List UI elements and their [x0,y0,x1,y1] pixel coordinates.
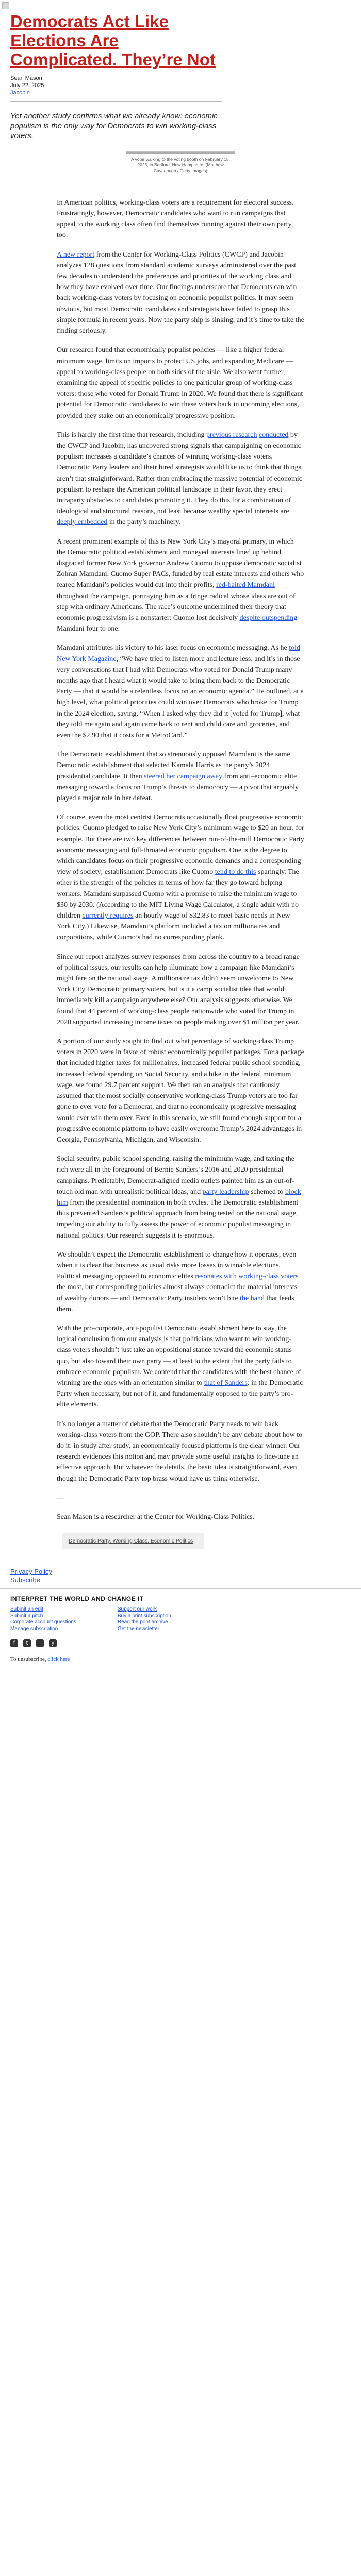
unsubscribe-line: To unsubscribe, click here [10,1656,70,1663]
inline-link[interactable]: resonates with working-class voters [195,1273,299,1281]
footer-link[interactable]: Manage subscription [10,1625,58,1632]
paragraph: Social security, public school spending, raising the minimum wage, and taxing the rich were all in the foreground of Bernie Sanders’s 2016 and 2020 presidential campaigns. Predictably, Democrat-aligned media outlets painted him as an out-of-touch old man with unrealistic political ideas, and party leadership schemed to block him from the presidential nomination in both cycles. The Democratic establishment thus prevented Sanders’s political approach from being tested on the national stage, impeding our ability to fully assess the power of economic populist messaging in national politics. Our research suggests it is enormous. [57,1155,301,1240]
masthead [0,0,361,9]
article-body [57,197,304,1522]
paragraph: Of course, even the most centrist Democrats occasionally float progressive economic policies. Cuomo pledged to raise New York City’s minimum wage to $20 an hour, for example. But there are two key differences between run-of-the-mill Democratic Party economic messaging and full-throated economic populism. One is the degree to which candidates focus on their progressive economic demands and a corresponding view of society; establishment Democrats like Cuomo tend to do this sparingly. The other is the strength of the policies in terms of how far they go toward helping workers. Mamdani surpassed Cuomo with a promise to raise the minimum wage to $30 by 2030. (According to the MIT Living Wage Calculator, a single adult with no children currently requires an hourly wage of $32.83 to meet basic needs in New York City.) Likewise, Mamdani’s platform included a tax on millionaires and corporations, while Cuomo’s had no corresponding plank. [57,814,304,942]
section-link[interactable]: Jacobin [10,89,30,96]
inline-link[interactable]: deeply embedded [57,518,108,527]
facebook-icon[interactable]: f [10,1639,18,1647]
paragraph: The Democratic establishment that so strenuously opposed Mamdani is the same Democratic establishment that selected Kamala Harris as the party’s 2024 presidential candidate. It then steered her campaign away from anti–economic elite messaging toward a focus on Trump’s threats to democracy — a pivot that arguably played a major role in her defeat. [57,751,299,803]
footer-link[interactable]: Read the print archive [117,1619,168,1625]
logo-icon[interactable] [2,2,9,9]
paragraph: With the pro-corporate, anti-populist Democratic establishment here to stay, the logical conclusion from our analysis is that politicians who want to win working-class voters shouldn’t just take an oppositional stance toward the economic status quo, but also toward their own party — at least to the extent that the party fails to embrace economic populism. We contend that the candidates with the best chance of winning are the ones with an orientation similar to that of Sanders: in the Democratic Party when necessary, but not of it, and fundamentally opposed to the party’s pro-elite elements. [57,1324,303,1409]
paragraph: Mamdani attributes his victory to his laser focus on economic messaging. As he told New York Magazine, “We have tried to listen more and lecture less, and it’s in those very conversations that I had with Democrats who voted for Donald Trump many months ago that I heard what it would take to bring them back to the Democratic Party — that it would be a relentless focus on an economic agenda.” He outlined, at a high level, what political priorities could win over Democrats who broke for Trump in the 2024 election, saying, “When I asked why they did it [voted for Trump], what they told me again and again came back to rent and child care and groceries, and even the $2.90 that it costs for a MetroCard.” [57,644,304,739]
inline-link[interactable]: block him [57,1188,301,1207]
inline-link[interactable]: red-baited Mamdani [216,581,275,589]
inline-link[interactable]: tend to do this [215,868,256,876]
instagram-icon[interactable]: i [36,1639,44,1647]
footer-link[interactable]: Get the newsletter [117,1625,160,1632]
hero-image [126,151,235,154]
author-bio: Sean Mason is a researcher at the Center for Working-Class Politics. [57,1513,255,1521]
unsubscribe-link[interactable]: click here [47,1656,70,1663]
paragraph: We shouldn’t expect the Democratic establishment to change how it operates, even when it is clear that business as usual risks more losses in winnable elections. Political messaging opposed to economic elites resonates with working-class voters the most, but corresponding policies almost always contradict the material interests of wealthy donors — and Democratic Party insiders won’t bite the hand that feeds them. [57,1250,299,1313]
paragraph: This is hardly the first time that research, including previous research conducted by the CWCP and Jacobin, has uncovered strong signals that campaigning on economic populism increases a candidate’s chances of winning working-class voters. Democratic Party leaders and their hired strategists would like us to think that things aren’t that straightforward. Rather than embracing the massive potential of economic populism to reshape the American political landscape in their favor, they erect intraparty obstacles to candidates promoting it. They do this for a combination of ideological and structural reasons, not least because wealthy special interests are deeply embedded in the party’s machinery. [57,431,302,527]
tags-box[interactable] [62,1533,204,1549]
paragraph: A new report from the Center for Working-Class Politics (CWCP) and Jacobin analyzes 128 questions from standard academic surveys administered over the past few decades to understand the preferences and priorities of the working class and how they have evolved over time. Our findings underscore that Democrats can win back working-class voters by focusing on economic populist politics. It may seem obvious, but most Democratic candidates and strategists have failed to grasp this simple formula in recent years. Now the party ship is sinking, and it’s time to take the finding seriously. [57,250,304,335]
inline-link[interactable]: steered her campaign away [144,772,223,781]
inline-link[interactable]: that of Sanders [204,1379,248,1387]
footer-column-right [118,1606,171,1632]
inline-link[interactable]: conducted [258,431,289,439]
inline-link[interactable]: told New York Magazine [57,644,301,663]
paragraph: A recent prominent example of this is New York City’s mayoral primary, in which the Democratic political establishment and moneyed interests lined up behind disgraced former New York governor Andrew Cuomo to oppose democratic socialist Zohran Mamdani. Cuomo Super PACs, funded by real estate interests and others who feared Mamdani’s policies would cut into their profits, red-baited Mamdani throughout the campaign, portraying him as a fringe radical whose ideas are out of step with ordinary Americans. The race’s outcome undermined their theory that economic progressivism is a nonstarter: Cuomo lost decisively despite outspending Mamdani four to one. [57,537,304,633]
author: Sean Mason [10,75,42,81]
footer-heading: INTERPRET THE WORLD AND CHANGE IT [10,1595,144,1603]
dek: Yet another study confirms what we already know: economic populism is the only way for Democrats to win working-class voters. [10,111,218,140]
footer [0,1589,361,1632]
headline-block [0,9,361,70]
inline-link[interactable]: despite outspending [239,614,298,622]
paragraph: In American politics, working-class voters are a requirement for electoral success. Frustratingly, however, Democratic candidates who want to run campaigns that appeal to the working class often find themselves running against their own party, too. [57,198,294,240]
inline-link[interactable]: currently requires [82,912,134,920]
footer-column-left [10,1606,76,1632]
inline-link[interactable]: previous research [206,431,257,439]
header-divider [10,101,222,102]
paragraph: It’s no longer a matter of debate that the Democratic Party needs to win back working-class voters from the GOP. There also shouldn’t be any debate about how to do it: in study after study, an economically focused platform is the clear winner. Our research evidences this notion and may provide some useful insights to fine-tune an effective approach. But whatever the details, the basic idea is straightforward, even though the Democratic Party top brass would have us think otherwise. [57,1420,303,1483]
footer-link[interactable]: Submit a pitch [10,1613,43,1619]
tags-list[interactable]: Democratic Party, Working Class, Economic Politics [69,1538,193,1545]
tags-section [62,1533,361,1549]
inline-link[interactable]: the hand [240,1294,265,1302]
footer-link[interactable]: Buy a print subscription [117,1613,171,1619]
paragraph: A portion of our study sought to find out what percentage of working-class Trump voters in 2020 were in favor of robust economically populist packages. For a package that included higher taxes for millionaires, increased federal public school spending, increased federal spending on Social Security, and a hike in the federal minimum wage, we found 29.7 percent support. We then ran an analysis that cautiously assumed that the most socially conservative working-class Trump voters are too far gone to ever vote for a Democrat, and that no economically progressive messaging would ever win them over. Even in this scenario, we still found enough support for a progressive economic platform to have easily overcome Trump’s 2024 advantages in Georgia, Pennsylvania, Michigan, and Wisconsin. [57,1038,304,1144]
footer-link[interactable]: Submit an edit [10,1606,43,1613]
subscribe-link[interactable]: Subscribe [10,1576,40,1584]
paragraph: Our research found that economically populist policies — like a higher federal minimum wage, limits on imports to protect US jobs, and expanding Medicare — appeal to working-class people on both sides of the aisle. We also went further, examining the appeal of specific policies to one particular group of working-class voters: those who voted for Donald Trump in 2020. We found that there is significant potential for Democratic candidates to win these voters back in upcoming elections, provided they stake out an economically progressive position. [57,346,303,420]
footer-nav [10,1568,361,1584]
footer-links [10,1606,361,1632]
inline-link[interactable]: A new report [57,250,95,259]
footer-link[interactable]: Support our work [117,1606,157,1613]
hero-caption: A voter walking to the voting booth on February 15, 2025, in Bedford, New Hampshire. (Matthew Cavanaugh / Getty Images) [131,156,230,173]
social-links [0,1639,361,1647]
publish-date: July 22, 2025 [10,82,44,89]
headline-link[interactable]: Democrats Act Like Elections Are Complicated. They’re Not [10,12,216,69]
separator: — [57,1494,64,1502]
footer-link[interactable]: Corporate account questions [10,1619,76,1625]
youtube-icon[interactable]: y [49,1639,57,1647]
privacy-policy-link[interactable]: Privacy Policy [10,1568,52,1576]
hero-figure [126,151,235,174]
paragraph: Since our report analyzes survey responses from across the country to a broad range of political issues, our results can help illuminate how a campaign like Mamdani’s might fare on the national stage. A millionaire tax didn’t seem unwelcome to New York City Democratic primary voters, but is it a camp socialist idea that would immediately kill a campaign anywhere else? Our analysis suggests otherwise. We found that 44 percent of working-class people nationwide who voted for Trump in 2020 supported increasing income taxes on people making over $1 million per year. [57,953,300,1026]
twitter-icon[interactable]: t [23,1639,31,1647]
byline [10,75,361,96]
inline-link[interactable]: party leadership [202,1188,249,1196]
